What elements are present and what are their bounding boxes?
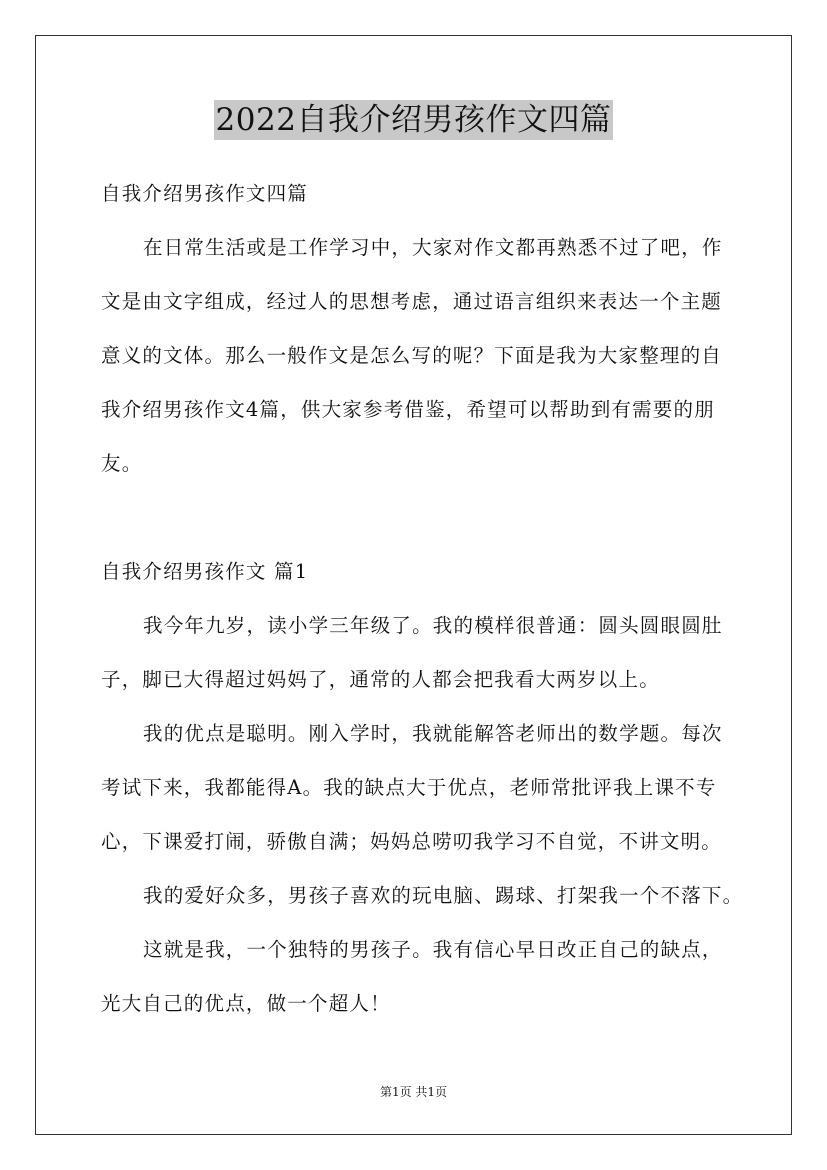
body-line: 这就是我，一个独特的男孩子。我有信心早日改正自己的缺点，	[143, 938, 723, 961]
body-line: 考试下来，我都能得A。我的缺点大于优点，老师常批评我上课不专	[101, 776, 717, 799]
subtitle: 自我介绍男孩作文四篇	[101, 182, 309, 205]
section-heading: 自我介绍男孩作文 篇1	[101, 560, 309, 583]
body-line: 子，脚已大得超过妈妈了，通常的人都会把我看大两岁以上。	[101, 668, 660, 691]
intro-line: 意义的文体。那么一般作文是怎么写的呢？下面是我为大家整理的自	[101, 344, 723, 367]
body-line: 我今年九岁，读小学三年级了。我的模样很普通：圆头圆眼圆肚	[143, 614, 723, 637]
body-line: 我的爱好众多，男孩子喜欢的玩电脑、踢球、打架我一个不落下。	[143, 884, 744, 907]
intro-line: 友。	[101, 452, 143, 475]
intro-line: 我介绍男孩作文4篇，供大家参考借鉴，希望可以帮助到有需要的朋	[101, 398, 715, 421]
body-line: 我的优点是聪明。刚入学时，我就能解答老师出的数学题。每次	[143, 722, 723, 745]
page-footer: 第1页 共1页	[379, 1085, 448, 1099]
intro-line: 文是由文字组成，经过人的思想考虑，通过语言组织来表达一个主题	[101, 290, 723, 313]
intro-line: 在日常生活或是工作学习中，大家对作文都再熟悉不过了吧，作	[143, 236, 723, 259]
title-container	[0, 100, 827, 140]
document-title: 2022自我介绍男孩作文四篇	[215, 102, 612, 138]
body-line: 光大自己的优点，做一个超人！	[101, 992, 391, 1015]
body-line: 心，下课爱打闹，骄傲自满；妈妈总唠叨我学习不自觉，不讲文明。	[101, 830, 723, 853]
